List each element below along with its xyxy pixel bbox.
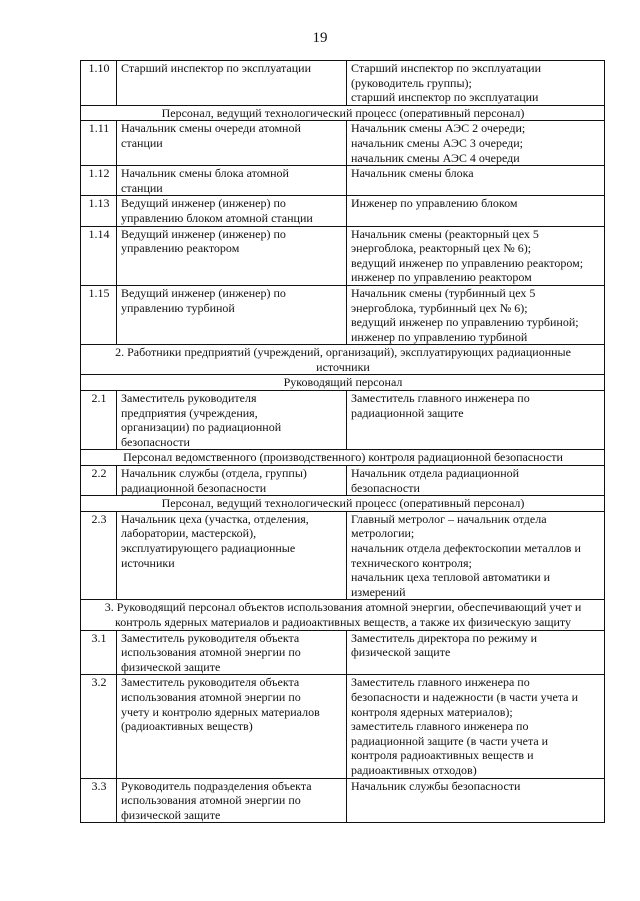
table-row — [81, 196, 605, 226]
text-line: Персонал ведомственного (производственного) контроля радиационной безопасности — [123, 450, 563, 465]
text-line: источники — [121, 555, 175, 570]
text-line: Заместитель руководителя — [121, 391, 257, 406]
table-row — [81, 511, 605, 600]
text-line: начальник цеха тепловой автоматики и — [351, 570, 551, 585]
section-heading — [81, 600, 605, 630]
table-row — [81, 630, 605, 675]
text-line: заместитель главного инженера по — [351, 719, 529, 734]
item-number: 2.1 — [81, 391, 117, 450]
equivalent-positions — [347, 226, 605, 285]
section-heading — [81, 345, 605, 375]
equivalent-positions — [347, 121, 605, 166]
text-line: 2. Работники предприятий (учреждений, организаций), эксплуатирующих радиационные — [115, 345, 571, 360]
text-line: старший инспектор по эксплуатации — [351, 90, 539, 105]
text-line: Руководитель подразделения объекта — [121, 778, 312, 793]
text-line: контроль ядерных материалов и радиоактивных веществ, а также их физическую защиту — [114, 614, 572, 629]
item-number: 1.11 — [81, 121, 117, 166]
text-line: управлению реактором — [121, 241, 240, 256]
equivalent-positions — [347, 196, 605, 226]
equivalent-positions — [347, 778, 605, 823]
text-line: Ведущий инженер (инженер) по — [121, 196, 286, 211]
text-line: Главный метролог – начальник отдела — [351, 511, 547, 526]
text-line: Начальник смены (турбинный цех 5 — [351, 285, 536, 300]
text-line: Персонал, ведущий технологический процесс (оперативный персонал) — [161, 496, 525, 511]
text-line: Заместитель руководителя объекта — [121, 630, 300, 645]
equivalent-positions — [347, 61, 605, 106]
page-number: 19 — [312, 30, 328, 46]
text-line: Начальник смены (реакторный цех 5 — [351, 226, 539, 241]
position-title — [117, 511, 347, 600]
position-title — [117, 285, 347, 344]
section-heading-row — [81, 345, 605, 375]
text-line: Заместитель главного инженера по — [351, 391, 530, 406]
section-heading-row — [81, 600, 605, 630]
text-line: станции — [121, 180, 163, 195]
text-line: безопасности — [351, 480, 420, 495]
item-number: 1.12 — [81, 166, 117, 196]
text-line: метрологии; — [351, 526, 415, 541]
text-line: учету и контролю ядерных материалов — [121, 704, 320, 719]
text-line: Начальник службы безопасности — [351, 778, 521, 793]
section-heading-row — [81, 375, 605, 391]
position-title — [117, 61, 347, 106]
text-line: организации) по радиационной — [121, 420, 282, 435]
item-number: 1.15 — [81, 285, 117, 344]
section-heading — [81, 375, 605, 391]
position-title — [117, 226, 347, 285]
position-title — [117, 391, 347, 450]
text-line: измерений — [351, 584, 406, 599]
text-line: ведущий инженер по управлению реактором; — [351, 255, 584, 270]
text-line: Начальник отдела радиационной — [351, 466, 520, 481]
item-number: 2.2 — [81, 466, 117, 496]
section-heading-row — [81, 496, 605, 512]
position-title — [117, 675, 347, 778]
position-title — [117, 630, 347, 675]
equivalent-positions — [347, 675, 605, 778]
text-line: безопасности и надежности (в части учета и — [351, 689, 578, 704]
table-row — [81, 391, 605, 450]
text-line: энергоблока, реакторный цех № 6); — [351, 241, 532, 256]
text-line: Начальник смены очереди атомной — [121, 121, 301, 136]
position-title — [117, 466, 347, 496]
equivalent-positions — [347, 511, 605, 600]
text-line: использования атомной энергии по — [121, 793, 301, 808]
text-line: энергоблока, турбинный цех № 6); — [351, 300, 528, 315]
text-line: Старший инспектор по эксплуатации — [121, 61, 312, 75]
text-line: радиоактивных отходов) — [351, 762, 477, 777]
text-line: Ведущий инженер (инженер) по — [121, 285, 286, 300]
text-line: начальник смены АЭС 3 очереди; — [351, 135, 523, 150]
text-line: Инженер по управлению блоком — [351, 196, 518, 211]
text-line: источники — [316, 359, 370, 374]
table-row — [81, 778, 605, 823]
text-line: безопасности — [121, 434, 190, 449]
table-row — [81, 675, 605, 778]
text-line: инженер по управлению реактором — [351, 270, 532, 285]
text-line: Заместитель директора по режиму и — [351, 630, 537, 645]
text-line: Начальник службы (отдела, группы) — [121, 466, 307, 481]
text-line: Персонал, ведущий технологический процесс (оперативный персонал) — [161, 105, 525, 120]
text-line: Заместитель главного инженера по — [351, 675, 530, 690]
text-line: Ведущий инженер (инженер) по — [121, 226, 286, 241]
text-line: Начальник смены АЭС 2 очереди; — [351, 121, 526, 136]
text-line: радиационной защите (в части учета и — [351, 733, 549, 748]
section-heading — [81, 496, 605, 512]
text-line: контроля ядерных материалов); — [351, 704, 513, 719]
item-number: 1.14 — [81, 226, 117, 285]
text-line: физической защите — [121, 807, 221, 822]
text-line: управлению турбиной — [121, 300, 235, 315]
position-title — [117, 121, 347, 166]
text-line: Старший инспектор по эксплуатации — [351, 61, 542, 75]
text-line: контроля радиоактивных веществ и — [351, 748, 534, 763]
equivalent-positions — [347, 466, 605, 496]
text-line: начальник отдела дефектоскопии металлов и — [351, 541, 581, 555]
table-row — [81, 226, 605, 285]
text-line: Начальник смены блока — [351, 166, 474, 181]
text-line: Заместитель руководителя объекта — [121, 675, 300, 690]
table-row — [81, 166, 605, 196]
item-number: 1.10 — [81, 61, 117, 106]
position-title — [117, 196, 347, 226]
text-line: управлению блоком атомной станции — [121, 210, 313, 225]
text-line: Начальник смены блока атомной — [121, 166, 289, 181]
text-line: лаборатории, мастерской), — [121, 526, 257, 541]
text-line: физической защите — [351, 645, 451, 660]
text-line: (радиоактивных веществ) — [121, 719, 253, 734]
text-line: (руководитель группы); — [351, 75, 472, 90]
text-line: станции — [121, 135, 163, 150]
item-number: 3.3 — [81, 778, 117, 823]
equivalent-positions — [347, 630, 605, 675]
item-number: 1.13 — [81, 196, 117, 226]
table-row — [81, 285, 605, 344]
text-line: предприятия (учреждения, — [121, 405, 258, 420]
text-line: Начальник цеха (участка, отделения, — [121, 511, 309, 526]
section-heading — [81, 105, 605, 121]
equivalent-positions — [347, 166, 605, 196]
position-title — [117, 778, 347, 823]
text-line: физической защите — [121, 659, 221, 674]
text-line: инженер по управлению турбиной — [351, 329, 528, 344]
item-number: 3.2 — [81, 675, 117, 778]
item-number: 2.3 — [81, 511, 117, 600]
section-heading-row — [81, 105, 605, 121]
text-line: 3. Руководящий персонал объектов использования атомной энергии, обеспечивающий учет и — [104, 600, 582, 615]
text-line: радиационной защите — [351, 405, 464, 420]
equivalent-positions — [347, 391, 605, 450]
text-line: начальник смены АЭС 4 очереди — [351, 150, 520, 165]
table-row — [81, 61, 605, 106]
text-line: использования атомной энергии по — [121, 645, 301, 660]
equivalent-positions — [347, 285, 605, 344]
position-title — [117, 166, 347, 196]
text-line: технического контроля; — [351, 555, 472, 570]
text-line: эксплуатирующего радиационные — [121, 541, 296, 555]
positions-table — [80, 60, 605, 823]
text-line: использования атомной энергии по — [121, 689, 301, 704]
text-line: Руководящий персонал — [283, 375, 403, 390]
section-heading — [81, 450, 605, 466]
text-line: ведущий инженер по управлению турбиной; — [351, 315, 579, 330]
section-heading-row — [81, 450, 605, 466]
table-row — [81, 121, 605, 166]
item-number: 3.1 — [81, 630, 117, 675]
table-row — [81, 466, 605, 496]
text-line: радиационной безопасности — [121, 480, 267, 495]
